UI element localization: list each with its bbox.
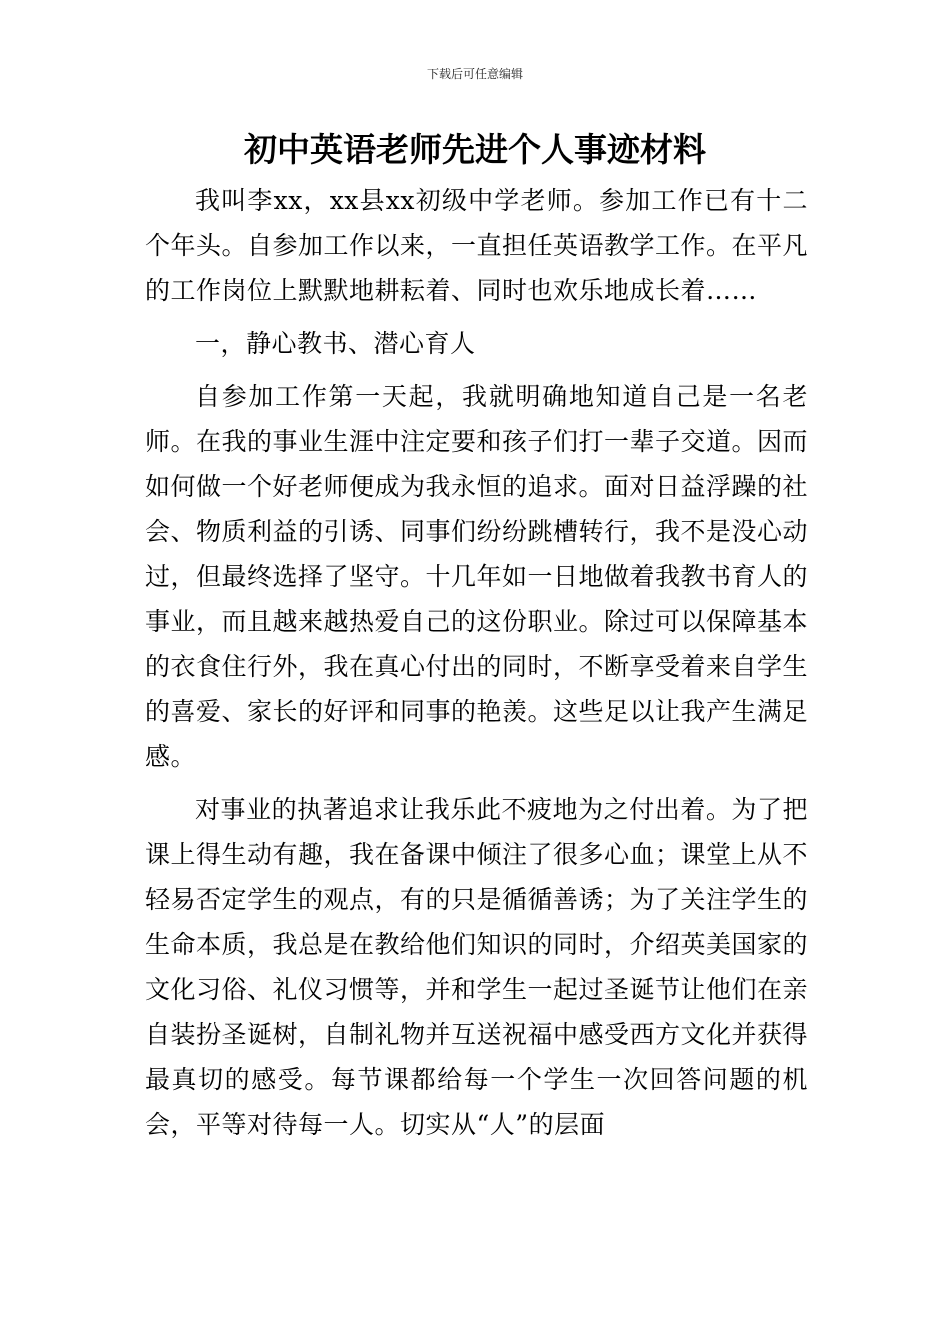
document-body <box>145 178 808 1147</box>
section-heading: 一，静心教书、潜心育人 <box>195 329 476 358</box>
paragraph-intro: 我叫李xx，xx县xx初级中学老师。参加工作已有十二个年头。自参加工作以来，一直担任英语教学工作。在平凡的工作岗位上默默地耕耘着、同时也欢乐地成长着…… <box>145 186 809 305</box>
paragraph-body: 自参加工作第一天起，我就明确地知道自己是一名老师。在我的事业生涯中注定要和孩子们打一辈子交道。因而如何做一个好老师便成为我永恒的追求。面对日益浮躁的社会、物质利益的引诱、同事们纷纷跳槽转行，我不是没心动过，但最终选择了坚守。十几年如一日地做着我教书育人的事业，而且越来越热爱自己的这份职业。除过可以保障基本的衣食住行外，我在真心付出的同时，不断享受着来自学生的喜爱、家长的好评和同事的艳羡。这些足以让我产生满足感。 <box>145 382 809 771</box>
document-title: 初中英语老师先进个人事迹材料 <box>244 130 706 169</box>
header-note: 下载后可任意编辑 <box>426 67 523 81</box>
paragraph-body: 对事业的执著追求让我乐此不疲地为之付出着。为了把课上得生动有趣，我在备课中倾注了很多心血；课堂上从不轻易否定学生的观点，有的只是循循善诱；为了关注学生的生命本质，我总是在教给他们知识的同时，介绍英美国家的文化习俗、礼仪习惯等，并和学生一起过圣诞节让他们在亲自装扮圣诞树，自制礼物并互送祝福中感受西方文化并获得最真切的感受。每节课都给每一个学生一次回答问题的机会，平等对待每一人。切实从“人”的层面 <box>145 795 809 1139</box>
